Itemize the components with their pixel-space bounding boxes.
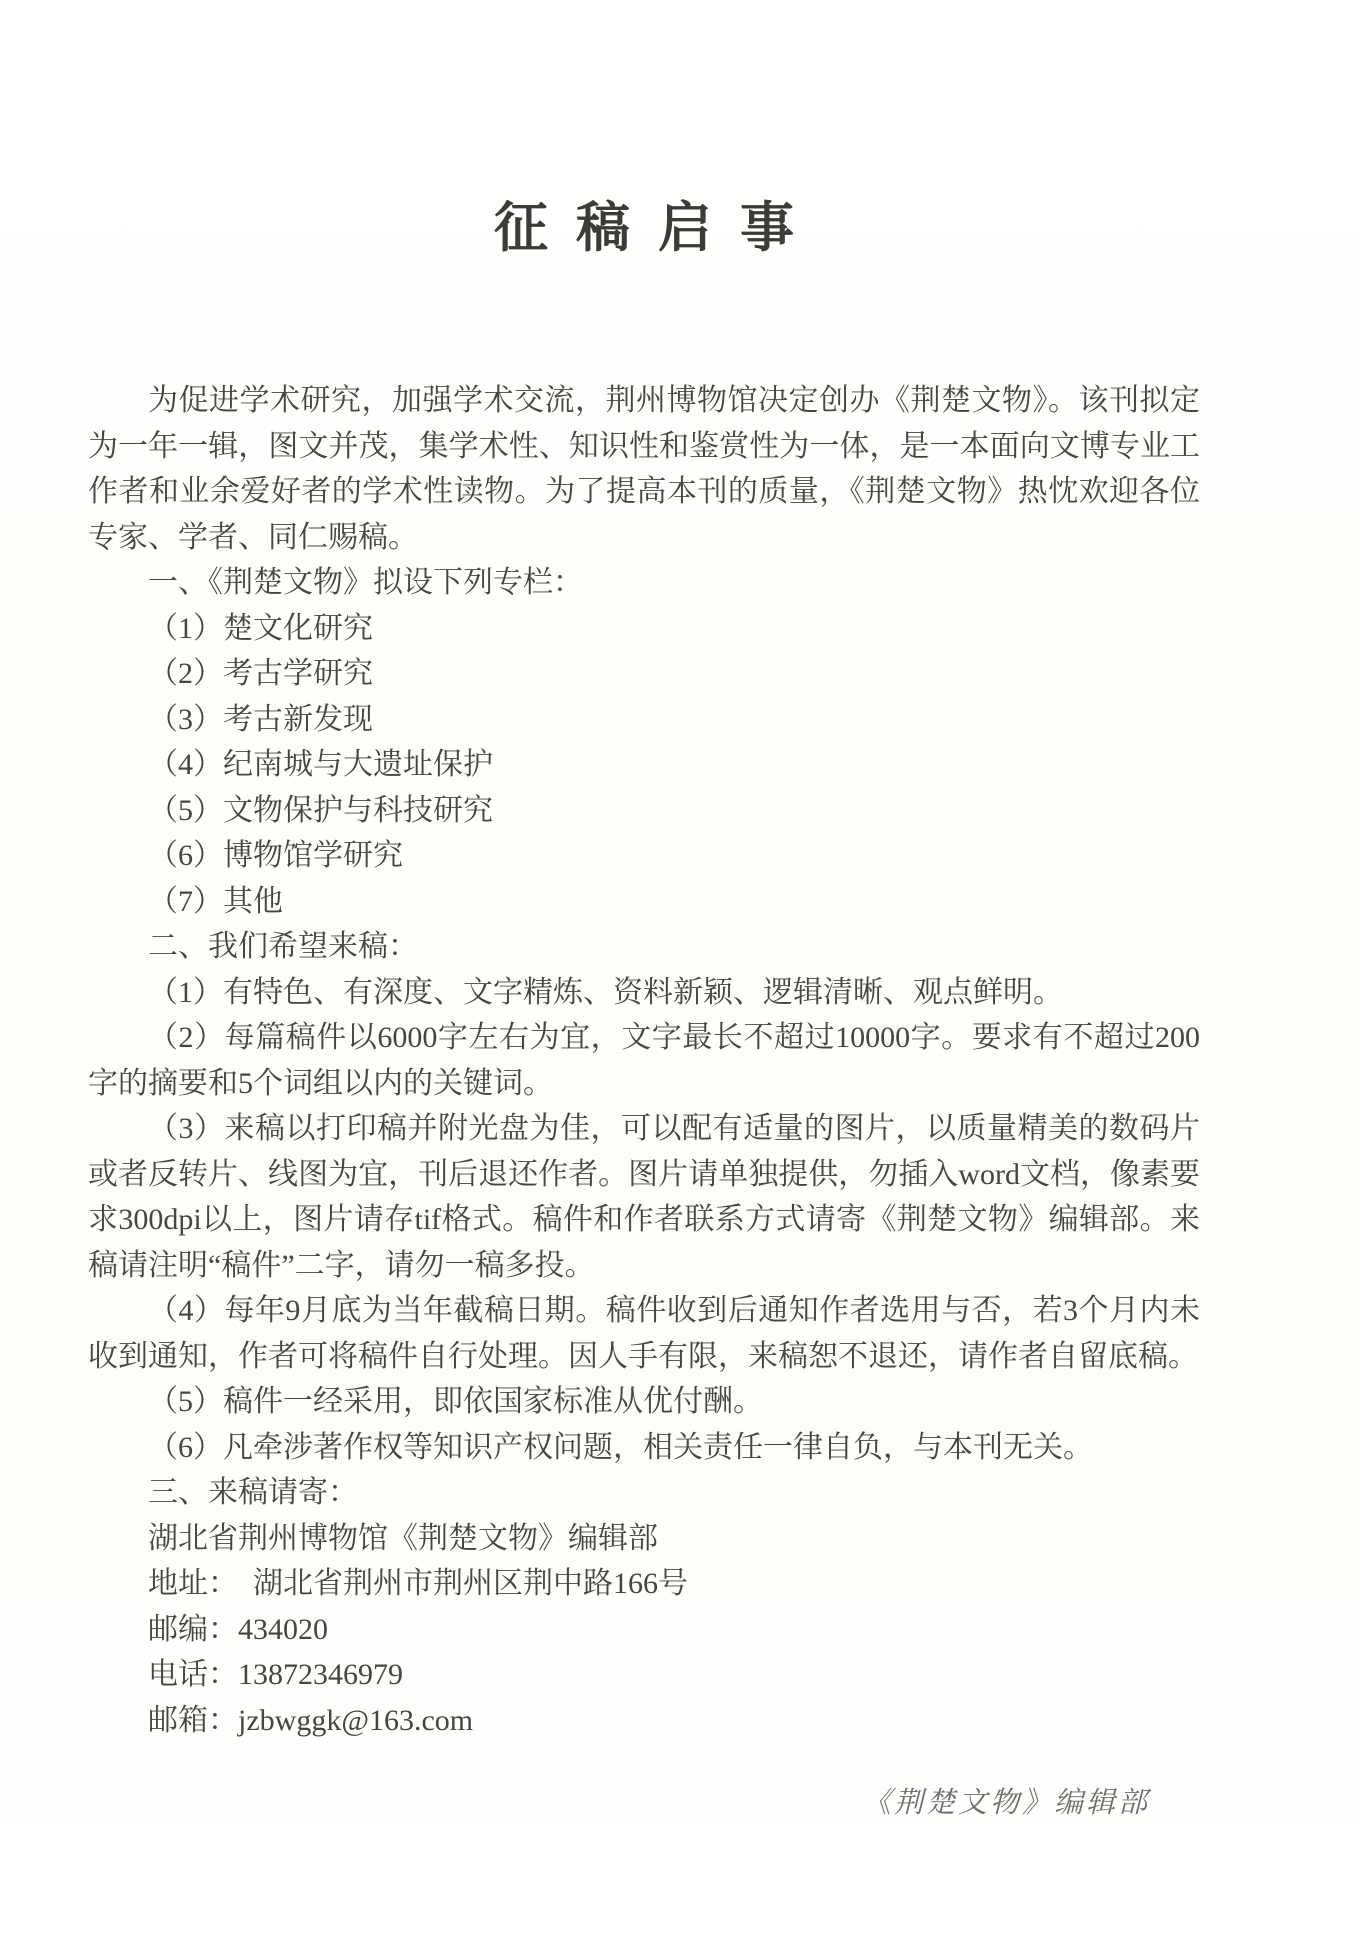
document-content — [88, 0, 1200, 1826]
contact-email: 邮箱：jzbwggk@163.com — [148, 1703, 474, 1737]
contact-postcode: 邮编：434020 — [148, 1612, 328, 1646]
page-title: 征稿启事 — [494, 198, 822, 258]
column-item-3: （3）考古新发现 — [148, 702, 373, 736]
column-item-4: （4）纪南城与大遗址保护 — [148, 748, 493, 781]
section-2-heading: 二、我们希望来稿： — [148, 930, 418, 963]
submission-rule-4: （4）每年9月底为当年截稿日期。稿件收到后通知作者选用与否，若3个月内未收到通知，作者可将稿件自行处理。因人手有限，来稿恕不退还，请作者自留底稿。 — [88, 1294, 1200, 1373]
intro-paragraph: 为促进学术研究，加强学术交流，荆州博物馆决定创办《荆楚文物》。该刊拟定为一年一辑，图文并茂，集学术性、知识性和鉴赏性为一体，是一本面向文博专业工作者和业余爱好者的学术性读物。为了提高本刊的质量，《荆楚文物》热忱欢迎各位专家、学者、同仁赐稿。 — [88, 384, 1200, 554]
column-item-1: （1）楚文化研究 — [148, 611, 373, 645]
contact-recipient: 湖北省荆州博物馆《荆楚文物》编辑部 — [148, 1521, 658, 1555]
submission-rule-5: （5）稿件一经采用，即依国家标准从优付酬。 — [148, 1385, 763, 1418]
contact-phone: 电话：13872346979 — [148, 1658, 403, 1691]
column-item-2: （2）考古学研究 — [148, 657, 373, 690]
column-item-5: （5）文物保护与科技研究 — [148, 793, 493, 827]
document-body — [88, 378, 1200, 1743]
submission-rule-1: （1）有特色、有深度、文字精炼、资料新颖、逻辑清晰、观点鲜明。 — [148, 975, 1063, 1009]
editorial-signature: 《荆楚文物》编辑部 — [861, 1787, 1150, 1819]
contact-address: 地址： 湖北省荆州市荆州区荆中路166号 — [148, 1567, 688, 1600]
submission-rule-6: （6）凡牵涉著作权等知识产权问题，相关责任一律自负，与本刊无关。 — [148, 1430, 1093, 1464]
submission-rule-2: （2）每篇稿件以6000字左右为宜，文字最长不超过10000字。要求有不超过200字的摘要和5个词组以内的关键词。 — [88, 1021, 1200, 1100]
column-item-7: （7）其他 — [148, 884, 283, 918]
section-3-heading: 三、来稿请寄： — [148, 1476, 358, 1509]
column-item-6: （6）博物馆学研究 — [148, 839, 403, 872]
submission-rule-3: （3）来稿以打印稿并附光盘为佳，可以配有适量的图片，以质量精美的数码片或者反转片、线图为宜，刊后退还作者。图片请单独提供，勿插入word文档，像素要求300dpi以上，图片请存tif格式。稿件和作者联系方式请寄《荆楚文物》编辑部。来稿请注明“稿件”二字，请勿一稿多投。 — [88, 1112, 1200, 1282]
section-1-heading: 一、《荆楚文物》拟设下列专栏： — [148, 566, 583, 599]
